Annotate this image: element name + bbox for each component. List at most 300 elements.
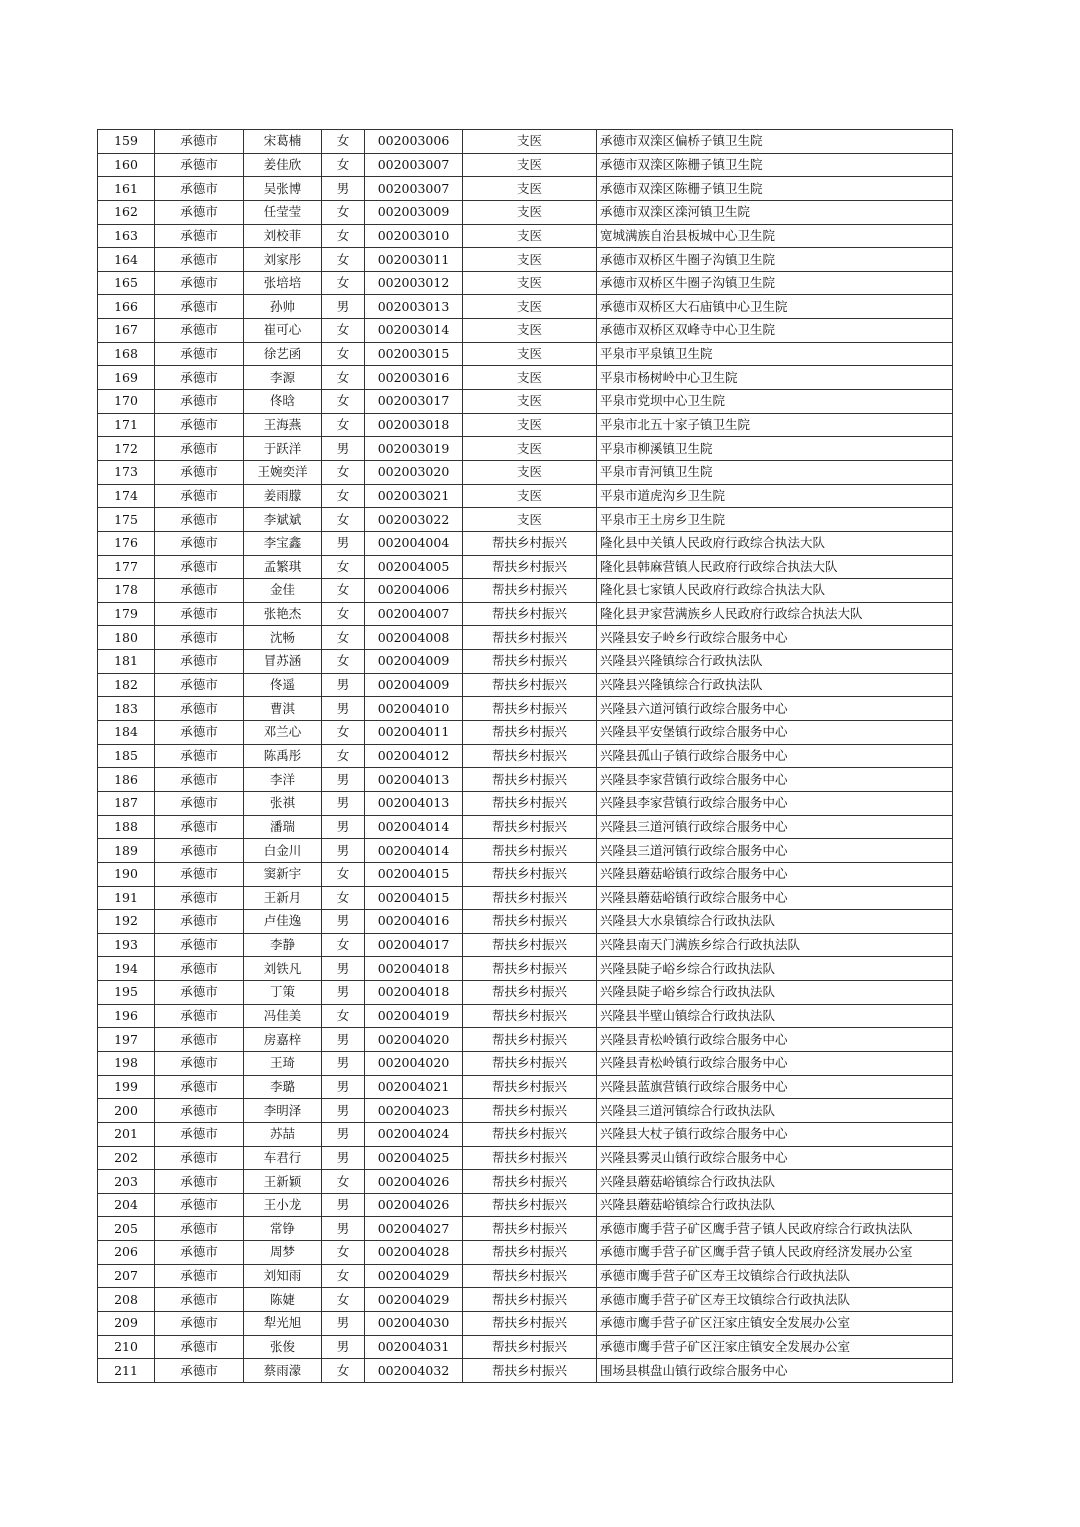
name-cell: 李洋	[244, 768, 322, 792]
position-code-cell: 002004020	[365, 1051, 463, 1075]
name-cell: 李宝鑫	[244, 531, 322, 555]
table-row	[98, 295, 953, 319]
row-number: 193	[98, 933, 155, 957]
table-row	[98, 910, 953, 934]
table-row	[98, 460, 953, 484]
program-cell: 支医	[463, 271, 597, 295]
gender-cell: 女	[322, 579, 365, 603]
gender-cell: 男	[322, 1193, 365, 1217]
position-code-cell: 002004014	[365, 815, 463, 839]
position-code-cell: 002004019	[365, 1004, 463, 1028]
name-cell: 张俊	[244, 1335, 322, 1359]
name-cell: 佟遥	[244, 673, 322, 697]
name-cell: 冯佳美	[244, 1004, 322, 1028]
position-code-cell: 002004023	[365, 1099, 463, 1123]
table-row	[98, 957, 953, 981]
name-cell: 于跃洋	[244, 437, 322, 461]
name-cell: 潘瑞	[244, 815, 322, 839]
unit-cell: 承德市双滦区陈栅子镇卫生院	[597, 153, 953, 177]
row-number: 202	[98, 1146, 155, 1170]
city-cell: 承德市	[155, 721, 244, 745]
gender-cell: 女	[322, 484, 365, 508]
unit-cell: 隆化县七家镇人民政府行政综合执法大队	[597, 579, 953, 603]
row-number: 167	[98, 319, 155, 343]
city-cell: 承德市	[155, 1264, 244, 1288]
gender-cell: 女	[322, 271, 365, 295]
program-cell: 支医	[463, 295, 597, 319]
city-cell: 承德市	[155, 1312, 244, 1336]
program-cell: 帮扶乡村振兴	[463, 791, 597, 815]
program-cell: 帮扶乡村振兴	[463, 602, 597, 626]
city-cell: 承德市	[155, 602, 244, 626]
gender-cell: 女	[322, 1264, 365, 1288]
program-cell: 支医	[463, 342, 597, 366]
city-cell: 承德市	[155, 957, 244, 981]
name-cell: 白金川	[244, 839, 322, 863]
name-cell: 王新月	[244, 886, 322, 910]
unit-cell: 承德市双桥区牛圈子沟镇卫生院	[597, 248, 953, 272]
position-code-cell: 002004031	[365, 1335, 463, 1359]
gender-cell: 男	[322, 531, 365, 555]
row-number: 163	[98, 224, 155, 248]
row-number: 174	[98, 484, 155, 508]
program-cell: 帮扶乡村振兴	[463, 555, 597, 579]
name-cell: 李明泽	[244, 1099, 322, 1123]
table-row	[98, 1099, 953, 1123]
program-cell: 支医	[463, 390, 597, 414]
name-cell: 姜佳欣	[244, 153, 322, 177]
unit-cell: 平泉市北五十家子镇卫生院	[597, 413, 953, 437]
position-code-cell: 002004029	[365, 1264, 463, 1288]
program-cell: 帮扶乡村振兴	[463, 768, 597, 792]
row-number: 197	[98, 1028, 155, 1052]
row-number: 207	[98, 1264, 155, 1288]
position-code-cell: 002003007	[365, 177, 463, 201]
name-cell: 常铮	[244, 1217, 322, 1241]
table-row	[98, 248, 953, 272]
table-row	[98, 1170, 953, 1194]
name-cell: 王琦	[244, 1051, 322, 1075]
program-cell: 帮扶乡村振兴	[463, 1312, 597, 1336]
program-cell: 支医	[463, 248, 597, 272]
unit-cell: 平泉市党坝中心卫生院	[597, 390, 953, 414]
table-row	[98, 177, 953, 201]
unit-cell: 隆化县韩麻营镇人民政府行政综合执法大队	[597, 555, 953, 579]
row-number: 177	[98, 555, 155, 579]
row-number: 208	[98, 1288, 155, 1312]
row-number: 176	[98, 531, 155, 555]
row-number: 171	[98, 413, 155, 437]
program-cell: 帮扶乡村振兴	[463, 1146, 597, 1170]
name-cell: 卢佳逸	[244, 910, 322, 934]
gender-cell: 男	[322, 791, 365, 815]
position-code-cell: 002004028	[365, 1241, 463, 1265]
city-cell: 承德市	[155, 390, 244, 414]
gender-cell: 女	[322, 248, 365, 272]
position-code-cell: 002004030	[365, 1312, 463, 1336]
unit-cell: 兴隆县蘑菇峪镇综合行政执法队	[597, 1170, 953, 1194]
position-code-cell: 002003006	[365, 130, 463, 154]
name-cell: 李源	[244, 366, 322, 390]
table-row	[98, 815, 953, 839]
position-code-cell: 002003018	[365, 413, 463, 437]
name-cell: 刘知雨	[244, 1264, 322, 1288]
row-number: 170	[98, 390, 155, 414]
name-cell: 邓兰心	[244, 721, 322, 745]
row-number: 165	[98, 271, 155, 295]
table-row	[98, 721, 953, 745]
gender-cell: 男	[322, 1146, 365, 1170]
name-cell: 苏喆	[244, 1122, 322, 1146]
position-code-cell: 002004005	[365, 555, 463, 579]
table-row	[98, 224, 953, 248]
gender-cell: 女	[322, 413, 365, 437]
row-number: 164	[98, 248, 155, 272]
unit-cell: 兴隆县孤山子镇行政综合服务中心	[597, 744, 953, 768]
program-cell: 支医	[463, 177, 597, 201]
program-cell: 帮扶乡村振兴	[463, 815, 597, 839]
city-cell: 承德市	[155, 744, 244, 768]
gender-cell: 男	[322, 697, 365, 721]
unit-cell: 兴隆县陡子峪乡综合行政执法队	[597, 957, 953, 981]
program-cell: 支医	[463, 484, 597, 508]
city-cell: 承德市	[155, 224, 244, 248]
gender-cell: 男	[322, 1028, 365, 1052]
city-cell: 承德市	[155, 1004, 244, 1028]
gender-cell: 男	[322, 910, 365, 934]
program-cell: 支医	[463, 319, 597, 343]
unit-cell: 兴隆县雾灵山镇行政综合服务中心	[597, 1146, 953, 1170]
city-cell: 承德市	[155, 626, 244, 650]
name-cell: 周梦	[244, 1241, 322, 1265]
gender-cell: 男	[322, 1335, 365, 1359]
city-cell: 承德市	[155, 981, 244, 1005]
program-cell: 帮扶乡村振兴	[463, 933, 597, 957]
table-row	[98, 1193, 953, 1217]
row-number: 178	[98, 579, 155, 603]
row-number: 210	[98, 1335, 155, 1359]
program-cell: 帮扶乡村振兴	[463, 626, 597, 650]
program-cell: 支医	[463, 153, 597, 177]
table-row	[98, 342, 953, 366]
gender-cell: 女	[322, 1241, 365, 1265]
gender-cell: 男	[322, 177, 365, 201]
table-row	[98, 791, 953, 815]
gender-cell: 女	[322, 460, 365, 484]
row-number: 187	[98, 791, 155, 815]
table-row	[98, 839, 953, 863]
program-cell: 帮扶乡村振兴	[463, 1099, 597, 1123]
name-cell: 李静	[244, 933, 322, 957]
name-cell: 张祺	[244, 791, 322, 815]
position-code-cell: 002004021	[365, 1075, 463, 1099]
program-cell: 帮扶乡村振兴	[463, 839, 597, 863]
city-cell: 承德市	[155, 1122, 244, 1146]
city-cell: 承德市	[155, 933, 244, 957]
unit-cell: 兴隆县三道河镇行政综合服务中心	[597, 839, 953, 863]
gender-cell: 女	[322, 153, 365, 177]
unit-cell: 承德市鹰手营子矿区汪家庄镇安全发展办公室	[597, 1312, 953, 1336]
name-cell: 佟晗	[244, 390, 322, 414]
unit-cell: 平泉市道虎沟乡卫生院	[597, 484, 953, 508]
position-code-cell: 002003019	[365, 437, 463, 461]
name-cell: 金佳	[244, 579, 322, 603]
table-row	[98, 1051, 953, 1075]
city-cell: 承德市	[155, 177, 244, 201]
position-code-cell: 002004015	[365, 886, 463, 910]
program-cell: 支医	[463, 200, 597, 224]
name-cell: 孙帅	[244, 295, 322, 319]
gender-cell: 男	[322, 1075, 365, 1099]
gender-cell: 男	[322, 673, 365, 697]
city-cell: 承德市	[155, 1099, 244, 1123]
name-cell: 丁策	[244, 981, 322, 1005]
gender-cell: 女	[322, 650, 365, 674]
row-number: 211	[98, 1359, 155, 1383]
position-code-cell: 002003010	[365, 224, 463, 248]
gender-cell: 女	[322, 626, 365, 650]
city-cell: 承德市	[155, 1359, 244, 1383]
program-cell: 帮扶乡村振兴	[463, 721, 597, 745]
position-code-cell: 002003007	[365, 153, 463, 177]
row-number: 203	[98, 1170, 155, 1194]
city-cell: 承德市	[155, 531, 244, 555]
program-cell: 帮扶乡村振兴	[463, 1028, 597, 1052]
row-number: 169	[98, 366, 155, 390]
unit-cell: 平泉市青河镇卫生院	[597, 460, 953, 484]
row-number: 201	[98, 1122, 155, 1146]
program-cell: 帮扶乡村振兴	[463, 673, 597, 697]
row-number: 161	[98, 177, 155, 201]
name-cell: 陈禹彤	[244, 744, 322, 768]
gender-cell: 男	[322, 815, 365, 839]
unit-cell: 兴隆县蓝旗营镇行政综合服务中心	[597, 1075, 953, 1099]
city-cell: 承德市	[155, 1170, 244, 1194]
row-number: 168	[98, 342, 155, 366]
city-cell: 承德市	[155, 460, 244, 484]
position-code-cell: 002004018	[365, 981, 463, 1005]
city-cell: 承德市	[155, 1193, 244, 1217]
city-cell: 承德市	[155, 437, 244, 461]
unit-cell: 宽城满族自治县板城中心卫生院	[597, 224, 953, 248]
table-row	[98, 390, 953, 414]
program-cell: 支医	[463, 130, 597, 154]
table-row	[98, 130, 953, 154]
gender-cell: 女	[322, 390, 365, 414]
program-cell: 帮扶乡村振兴	[463, 1004, 597, 1028]
unit-cell: 兴隆县大杖子镇行政综合服务中心	[597, 1122, 953, 1146]
unit-cell: 兴隆县三道河镇行政综合服务中心	[597, 815, 953, 839]
unit-cell: 隆化县中关镇人民政府行政综合执法大队	[597, 531, 953, 555]
city-cell: 承德市	[155, 319, 244, 343]
unit-cell: 兴隆县蘑菇峪镇行政综合服务中心	[597, 862, 953, 886]
unit-cell: 兴隆县平安堡镇行政综合服务中心	[597, 721, 953, 745]
position-code-cell: 002004026	[365, 1193, 463, 1217]
gender-cell: 女	[322, 721, 365, 745]
name-cell: 张培培	[244, 271, 322, 295]
name-cell: 徐艺函	[244, 342, 322, 366]
position-code-cell: 002004014	[365, 839, 463, 863]
table-row	[98, 602, 953, 626]
city-cell: 承德市	[155, 153, 244, 177]
unit-cell: 兴隆县三道河镇综合行政执法队	[597, 1099, 953, 1123]
city-cell: 承德市	[155, 366, 244, 390]
program-cell: 帮扶乡村振兴	[463, 1359, 597, 1383]
table-row	[98, 1122, 953, 1146]
name-cell: 李璐	[244, 1075, 322, 1099]
program-cell: 帮扶乡村振兴	[463, 1241, 597, 1265]
unit-cell: 兴隆县大水泉镇综合行政执法队	[597, 910, 953, 934]
position-code-cell: 002004008	[365, 626, 463, 650]
gender-cell: 女	[322, 130, 365, 154]
position-code-cell: 002004004	[365, 531, 463, 555]
name-cell: 姜雨朦	[244, 484, 322, 508]
unit-cell: 兴隆县陡子峪乡综合行政执法队	[597, 981, 953, 1005]
program-cell: 帮扶乡村振兴	[463, 697, 597, 721]
unit-cell: 兴隆县李家营镇行政综合服务中心	[597, 791, 953, 815]
name-cell: 刘家彤	[244, 248, 322, 272]
unit-cell: 兴隆县六道河镇行政综合服务中心	[597, 697, 953, 721]
position-code-cell: 002003021	[365, 484, 463, 508]
table-row	[98, 508, 953, 532]
name-cell: 犁光旭	[244, 1312, 322, 1336]
name-cell: 崔可心	[244, 319, 322, 343]
unit-cell: 兴隆县安子岭乡行政综合服务中心	[597, 626, 953, 650]
unit-cell: 承德市双滦区滦河镇卫生院	[597, 200, 953, 224]
name-cell: 曹淇	[244, 697, 322, 721]
gender-cell: 女	[322, 1170, 365, 1194]
gender-cell: 男	[322, 1217, 365, 1241]
position-code-cell: 002004011	[365, 721, 463, 745]
row-number: 159	[98, 130, 155, 154]
program-cell: 帮扶乡村振兴	[463, 650, 597, 674]
program-cell: 帮扶乡村振兴	[463, 1264, 597, 1288]
city-cell: 承德市	[155, 650, 244, 674]
table-row	[98, 1312, 953, 1336]
position-code-cell: 002004006	[365, 579, 463, 603]
gender-cell: 男	[322, 1051, 365, 1075]
program-cell: 帮扶乡村振兴	[463, 957, 597, 981]
name-cell: 李斌斌	[244, 508, 322, 532]
position-code-cell: 002003012	[365, 271, 463, 295]
position-code-cell: 002004029	[365, 1288, 463, 1312]
city-cell: 承德市	[155, 768, 244, 792]
position-code-cell: 002004016	[365, 910, 463, 934]
unit-cell: 平泉市平泉镇卫生院	[597, 342, 953, 366]
row-number: 189	[98, 839, 155, 863]
program-cell: 帮扶乡村振兴	[463, 1170, 597, 1194]
table-row	[98, 933, 953, 957]
gender-cell: 女	[322, 366, 365, 390]
program-cell: 帮扶乡村振兴	[463, 862, 597, 886]
program-cell: 帮扶乡村振兴	[463, 1051, 597, 1075]
city-cell: 承德市	[155, 697, 244, 721]
table-row	[98, 484, 953, 508]
roster-body	[98, 130, 953, 1383]
row-number: 209	[98, 1312, 155, 1336]
city-cell: 承德市	[155, 1288, 244, 1312]
city-cell: 承德市	[155, 1335, 244, 1359]
row-number: 195	[98, 981, 155, 1005]
unit-cell: 平泉市杨树岭中心卫生院	[597, 366, 953, 390]
unit-cell: 承德市鹰手营子矿区鹰手营子镇人民政府综合行政执法队	[597, 1217, 953, 1241]
position-code-cell: 002004009	[365, 650, 463, 674]
table-row	[98, 862, 953, 886]
name-cell: 孟繁琪	[244, 555, 322, 579]
city-cell: 承德市	[155, 413, 244, 437]
position-code-cell: 002004027	[365, 1217, 463, 1241]
city-cell: 承德市	[155, 862, 244, 886]
program-cell: 帮扶乡村振兴	[463, 981, 597, 1005]
unit-cell: 承德市鹰手营子矿区鹰手营子镇人民政府经济发展办公室	[597, 1241, 953, 1265]
row-number: 184	[98, 721, 155, 745]
program-cell: 帮扶乡村振兴	[463, 1335, 597, 1359]
position-code-cell: 002004013	[365, 791, 463, 815]
gender-cell: 女	[322, 508, 365, 532]
program-cell: 帮扶乡村振兴	[463, 886, 597, 910]
name-cell: 刘铁凡	[244, 957, 322, 981]
program-cell: 帮扶乡村振兴	[463, 744, 597, 768]
program-cell: 帮扶乡村振兴	[463, 1288, 597, 1312]
unit-cell: 承德市鹰手营子矿区汪家庄镇安全发展办公室	[597, 1335, 953, 1359]
roster-table	[97, 129, 953, 1383]
position-code-cell: 002004026	[365, 1170, 463, 1194]
name-cell: 窦新宇	[244, 862, 322, 886]
city-cell: 承德市	[155, 1241, 244, 1265]
table-row	[98, 697, 953, 721]
position-code-cell: 002003022	[365, 508, 463, 532]
table-row	[98, 1359, 953, 1383]
row-number: 183	[98, 697, 155, 721]
name-cell: 刘校菲	[244, 224, 322, 248]
position-code-cell: 002004025	[365, 1146, 463, 1170]
table-row	[98, 271, 953, 295]
row-number: 196	[98, 1004, 155, 1028]
city-cell: 承德市	[155, 1146, 244, 1170]
table-row	[98, 1217, 953, 1241]
program-cell: 帮扶乡村振兴	[463, 1122, 597, 1146]
gender-cell: 女	[322, 886, 365, 910]
city-cell: 承德市	[155, 1051, 244, 1075]
position-code-cell: 002004007	[365, 602, 463, 626]
gender-cell: 女	[322, 319, 365, 343]
position-code-cell: 002003016	[365, 366, 463, 390]
table-row	[98, 981, 953, 1005]
city-cell: 承德市	[155, 130, 244, 154]
unit-cell: 承德市双滦区偏桥子镇卫生院	[597, 130, 953, 154]
table-row	[98, 153, 953, 177]
name-cell: 吴张博	[244, 177, 322, 201]
position-code-cell: 002003017	[365, 390, 463, 414]
unit-cell: 兴隆县蘑菇峪镇行政综合服务中心	[597, 886, 953, 910]
table-row	[98, 744, 953, 768]
row-number: 166	[98, 295, 155, 319]
unit-cell: 承德市鹰手营子矿区寿王坟镇综合行政执法队	[597, 1288, 953, 1312]
city-cell: 承德市	[155, 508, 244, 532]
table-row	[98, 1335, 953, 1359]
position-code-cell: 002003011	[365, 248, 463, 272]
city-cell: 承德市	[155, 1217, 244, 1241]
program-cell: 帮扶乡村振兴	[463, 1075, 597, 1099]
program-cell: 帮扶乡村振兴	[463, 579, 597, 603]
position-code-cell: 002004009	[365, 673, 463, 697]
gender-cell: 男	[322, 768, 365, 792]
row-number: 205	[98, 1217, 155, 1241]
gender-cell: 女	[322, 200, 365, 224]
gender-cell: 男	[322, 437, 365, 461]
position-code-cell: 002003015	[365, 342, 463, 366]
row-number: 182	[98, 673, 155, 697]
